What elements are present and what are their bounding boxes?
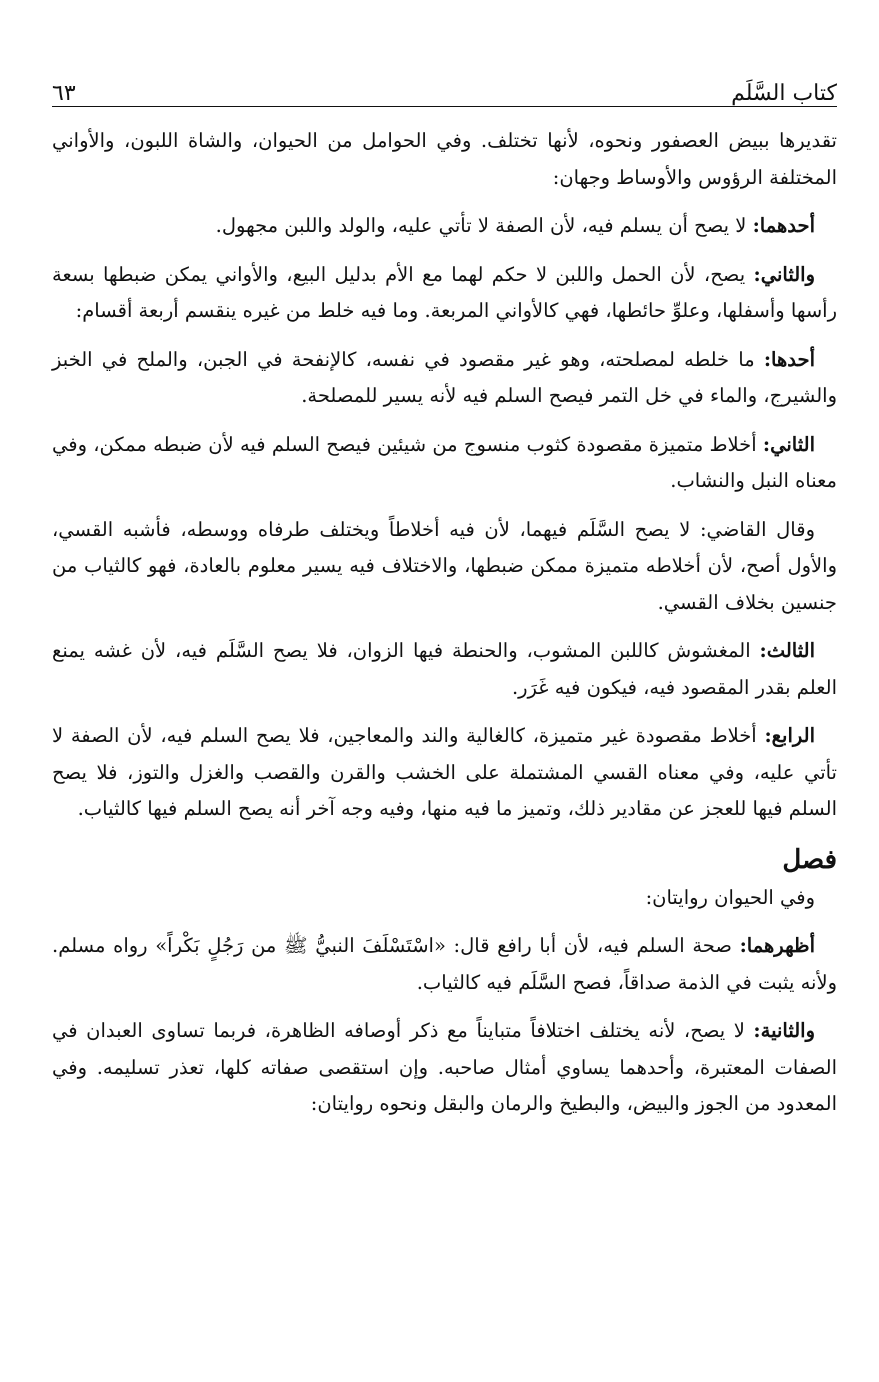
- paragraph-text: وفي الحيوان روايتان:: [645, 885, 815, 909]
- paragraph-second-opinion: [52, 257, 837, 330]
- paragraph-category-one: [52, 342, 837, 415]
- paragraph-text: لا يصح أن يسلم فيه، لأن الصفة لا تأتي عليه، والولد واللبن مجهول.: [215, 214, 753, 237]
- paragraph-category-four: [52, 718, 837, 828]
- paragraph-lead: أحدهما:: [752, 214, 815, 237]
- paragraph-text: أخلاط متميزة مقصودة كثوب منسوج من شيئين فيصح السلم فيه لأن ضبطه ممكن، وفي معناه النبل والنشاب.: [52, 432, 837, 492]
- paragraph-lead: الرابع:: [764, 724, 815, 747]
- paragraph-lead: الثاني:: [762, 432, 815, 456]
- page-number: ٦٣: [52, 81, 76, 106]
- paragraph-text: لا يصح، لأنه يختلف اختلافاً متبايناً مع ذكر أوصافه الظاهرة، فربما تساوى العبدان في الصفات المعتبرة، وأحدهما يساوي أمثال صاحبه. وإن استقصى صفاته كلها، تعذر تسليمه. وفي المعدود من الجوز والبيض، والبطيخ والرمان والبقل ونحوه روايتان:: [52, 1019, 837, 1115]
- paragraph-text: صحة السلم فيه، لأن أبا رافع قال: «اسْتَسْلَفَ النبيُّ ﷺ من رَجُلٍ بَكْراً» رواه مسلم. ولأنه يثبت في الذمة صداقاً، فصح السَّلَم فيه كالثياب.: [52, 934, 837, 994]
- paragraph-text: تقديرها ببيض العصفور ونحوه، لأنها تختلف. وفي الحوامل من الحيوان، والشاة اللبون، والأواني المختلفة الرؤوس والأوساط وجهان:: [52, 129, 837, 189]
- paragraph-text: وقال القاضي: لا يصح السَّلَم فيهما، لأن فيه أخلاطاً ويختلف طرفاه ووسطه، فأشبه القسي، والأول أصح، لأن أخلاطه متميزة ممكن ضبطها، والاختلاف فيه يسير معلوم بالعادة، فهو كالثياب من جنسين بخلاف القسي.: [52, 517, 837, 614]
- book-page: [52, 72, 837, 1135]
- paragraph-continued: [52, 123, 837, 196]
- page-header: [52, 72, 837, 107]
- paragraph-category-two: [52, 427, 837, 500]
- paragraph-lead: والثانية:: [753, 1019, 815, 1042]
- paragraph-qadi-opinion: [52, 512, 837, 622]
- paragraph-text: أخلاط مقصودة غير متميزة، كالغالية والند والمعاجين، فلا يصح السلم فيه، لأن الصفة لا تأتي عليه، وفي معناه القسي المشتملة على الخشب والقرن والقصب والغزل والتوز، فلا يصح السلم فيها للعجز عن مقادير ذلك، وتميز ما فيه منها، وفيه وجه آخر أنه يصح السلم فيها كالثياب.: [52, 724, 837, 820]
- paragraph-second-narration: [52, 1013, 837, 1123]
- section-heading: فصل: [782, 844, 837, 875]
- paragraph-lead: أحدها:: [763, 347, 815, 371]
- paragraph-text: المغشوش كاللبن المشوب، والحنطة فيها الزوان، فلا يصح السَّلَم فيه، لأن غشه يمنع العلم بقدر المقصود فيه، فيكون فيه غَرَر.: [52, 639, 837, 699]
- paragraph-stronger-narration: [52, 928, 837, 1001]
- running-title: كتاب السَّلَم: [731, 81, 837, 106]
- paragraph-animals-intro: [52, 880, 837, 917]
- paragraph-text: يصح، لأن الحمل واللبن لا حكم لهما مع الأم بدليل البيع، والأواني يمكن ضبطها بسعة رأسها وأسفلها، وعلوِّ حائطها، فهي كالأواني المربعة. وما فيه خلط من غيره ينقسم أربعة أقسام:: [52, 262, 837, 322]
- paragraph-lead: والثاني:: [753, 262, 815, 286]
- paragraph-category-three: [52, 633, 837, 706]
- paragraph-lead: أظهرهما:: [739, 934, 815, 957]
- paragraph-text: ما خلطه لمصلحته، وهو غير مقصود في نفسه، كالإنفحة في الجبن، والملح في الخبز والشيرج، والماء في خل التمر فيصح السلم فيه لأنه يسير للمصلحة.: [52, 347, 837, 407]
- paragraph-first-opinion: [52, 208, 837, 245]
- paragraph-lead: الثالث:: [759, 639, 815, 662]
